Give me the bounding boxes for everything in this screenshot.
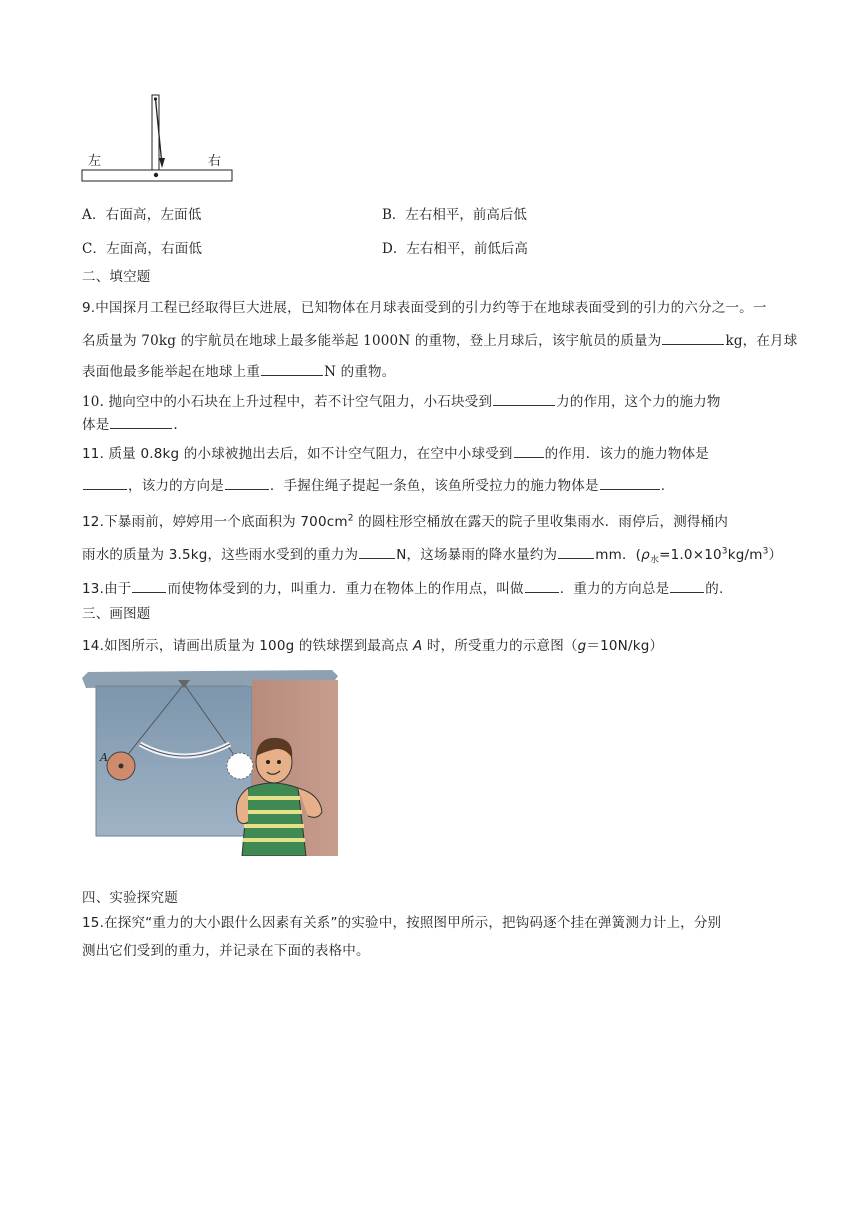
answer-blank[interactable] xyxy=(132,580,166,593)
label-left: 左 xyxy=(88,154,102,169)
q10-line2: 体是 . xyxy=(82,417,178,433)
answer-blank[interactable] xyxy=(110,416,172,429)
section-experiment-heading: 四、实验探究题 xyxy=(82,890,178,906)
level-figure xyxy=(80,92,240,184)
point-a-label: A xyxy=(100,751,108,764)
q11-line1: 11. 质量 0.8kg 的小球被抛出去后，如不计空气阻力，在空中小球受到 的作用．该力的施力物体是 xyxy=(82,446,710,462)
answer-blank[interactable] xyxy=(662,332,724,345)
answer-blank[interactable] xyxy=(359,546,395,559)
pendulum-illustration xyxy=(82,670,338,856)
option-a: A．右面高，左面低 xyxy=(82,207,202,223)
option-c: C．左面高，右面低 xyxy=(82,241,203,257)
answer-blank[interactable] xyxy=(558,546,594,559)
answer-blank[interactable] xyxy=(514,445,544,458)
answer-blank[interactable] xyxy=(225,477,269,490)
section-fill-heading: 二、填空题 xyxy=(82,269,151,285)
q9-line1: 9.中国探月工程已经取得巨大进展，已知物体在月球表面受到的引力约等于在地球表面受到的引力的六分之一。一 xyxy=(82,300,767,316)
answer-blank[interactable] xyxy=(600,477,660,490)
answer-blank[interactable] xyxy=(525,580,559,593)
q9-line2: 名质量为 70kg 的宇航员在地球上最多能举起 1000N 的重物，登上月球后，该宇航员的质量为 kg，在月球 xyxy=(82,333,798,349)
pendulum-figure xyxy=(82,670,338,856)
answer-blank[interactable] xyxy=(670,580,704,593)
q15-line1: 15.在探究“重力的大小跟什么因素有关系”的实验中，按照图甲所示，把钩码逐个挂在弹簧测力计上，分别 xyxy=(82,915,722,931)
option-d: D．左右相平，前低后高 xyxy=(382,241,528,257)
q14-line: 14.如图所示，请画出质量为 100g 的铁球摆到最高点 A 时，所受重力的示意图（g＝10N/kg） xyxy=(82,638,664,654)
q15-line2: 测出它们受到的重力，并记录在下面的表格中。 xyxy=(82,943,370,959)
answer-blank[interactable] xyxy=(83,477,127,490)
option-b: B．左右相平，前高后低 xyxy=(382,207,527,223)
answer-blank[interactable] xyxy=(261,363,323,376)
q9-line3: 表面他最多能举起在地球上重 N 的重物。 xyxy=(82,364,396,380)
q12-line2: 雨水的质量为 3.5kg，这些雨水受到的重力为 N，这场暴雨的降水量约为 mm．$(\rho_水=1.0\times 10^3kg/m^3)$ xyxy=(82,546,783,566)
q11-line2: ，该力的方向是 ．手握住绳子提起一条鱼，该鱼所受拉力的施力物体是 . xyxy=(82,474,665,494)
answer-blank[interactable] xyxy=(493,393,555,406)
section-draw-heading: 三、画图题 xyxy=(82,606,151,622)
level-diagram xyxy=(80,92,240,184)
label-right: 右 xyxy=(208,154,222,169)
q10-line1: 10. 抛向空中的小石块在上升过程中，若不计空气阻力，小石块受到 力的作用，这个力的施力物 xyxy=(82,394,721,410)
q13-line: 13.由于 而使物体受到的力，叫重力．重力在物体上的作用点，叫做 ．重力的方向总是 的. xyxy=(82,581,724,597)
q12-line1: 12.下暴雨前，婷婷用一个底面积为 $700cm^2$ 的圆柱形空桶放在露天的院子里收集雨水．雨停后，测得桶内 xyxy=(82,513,729,530)
